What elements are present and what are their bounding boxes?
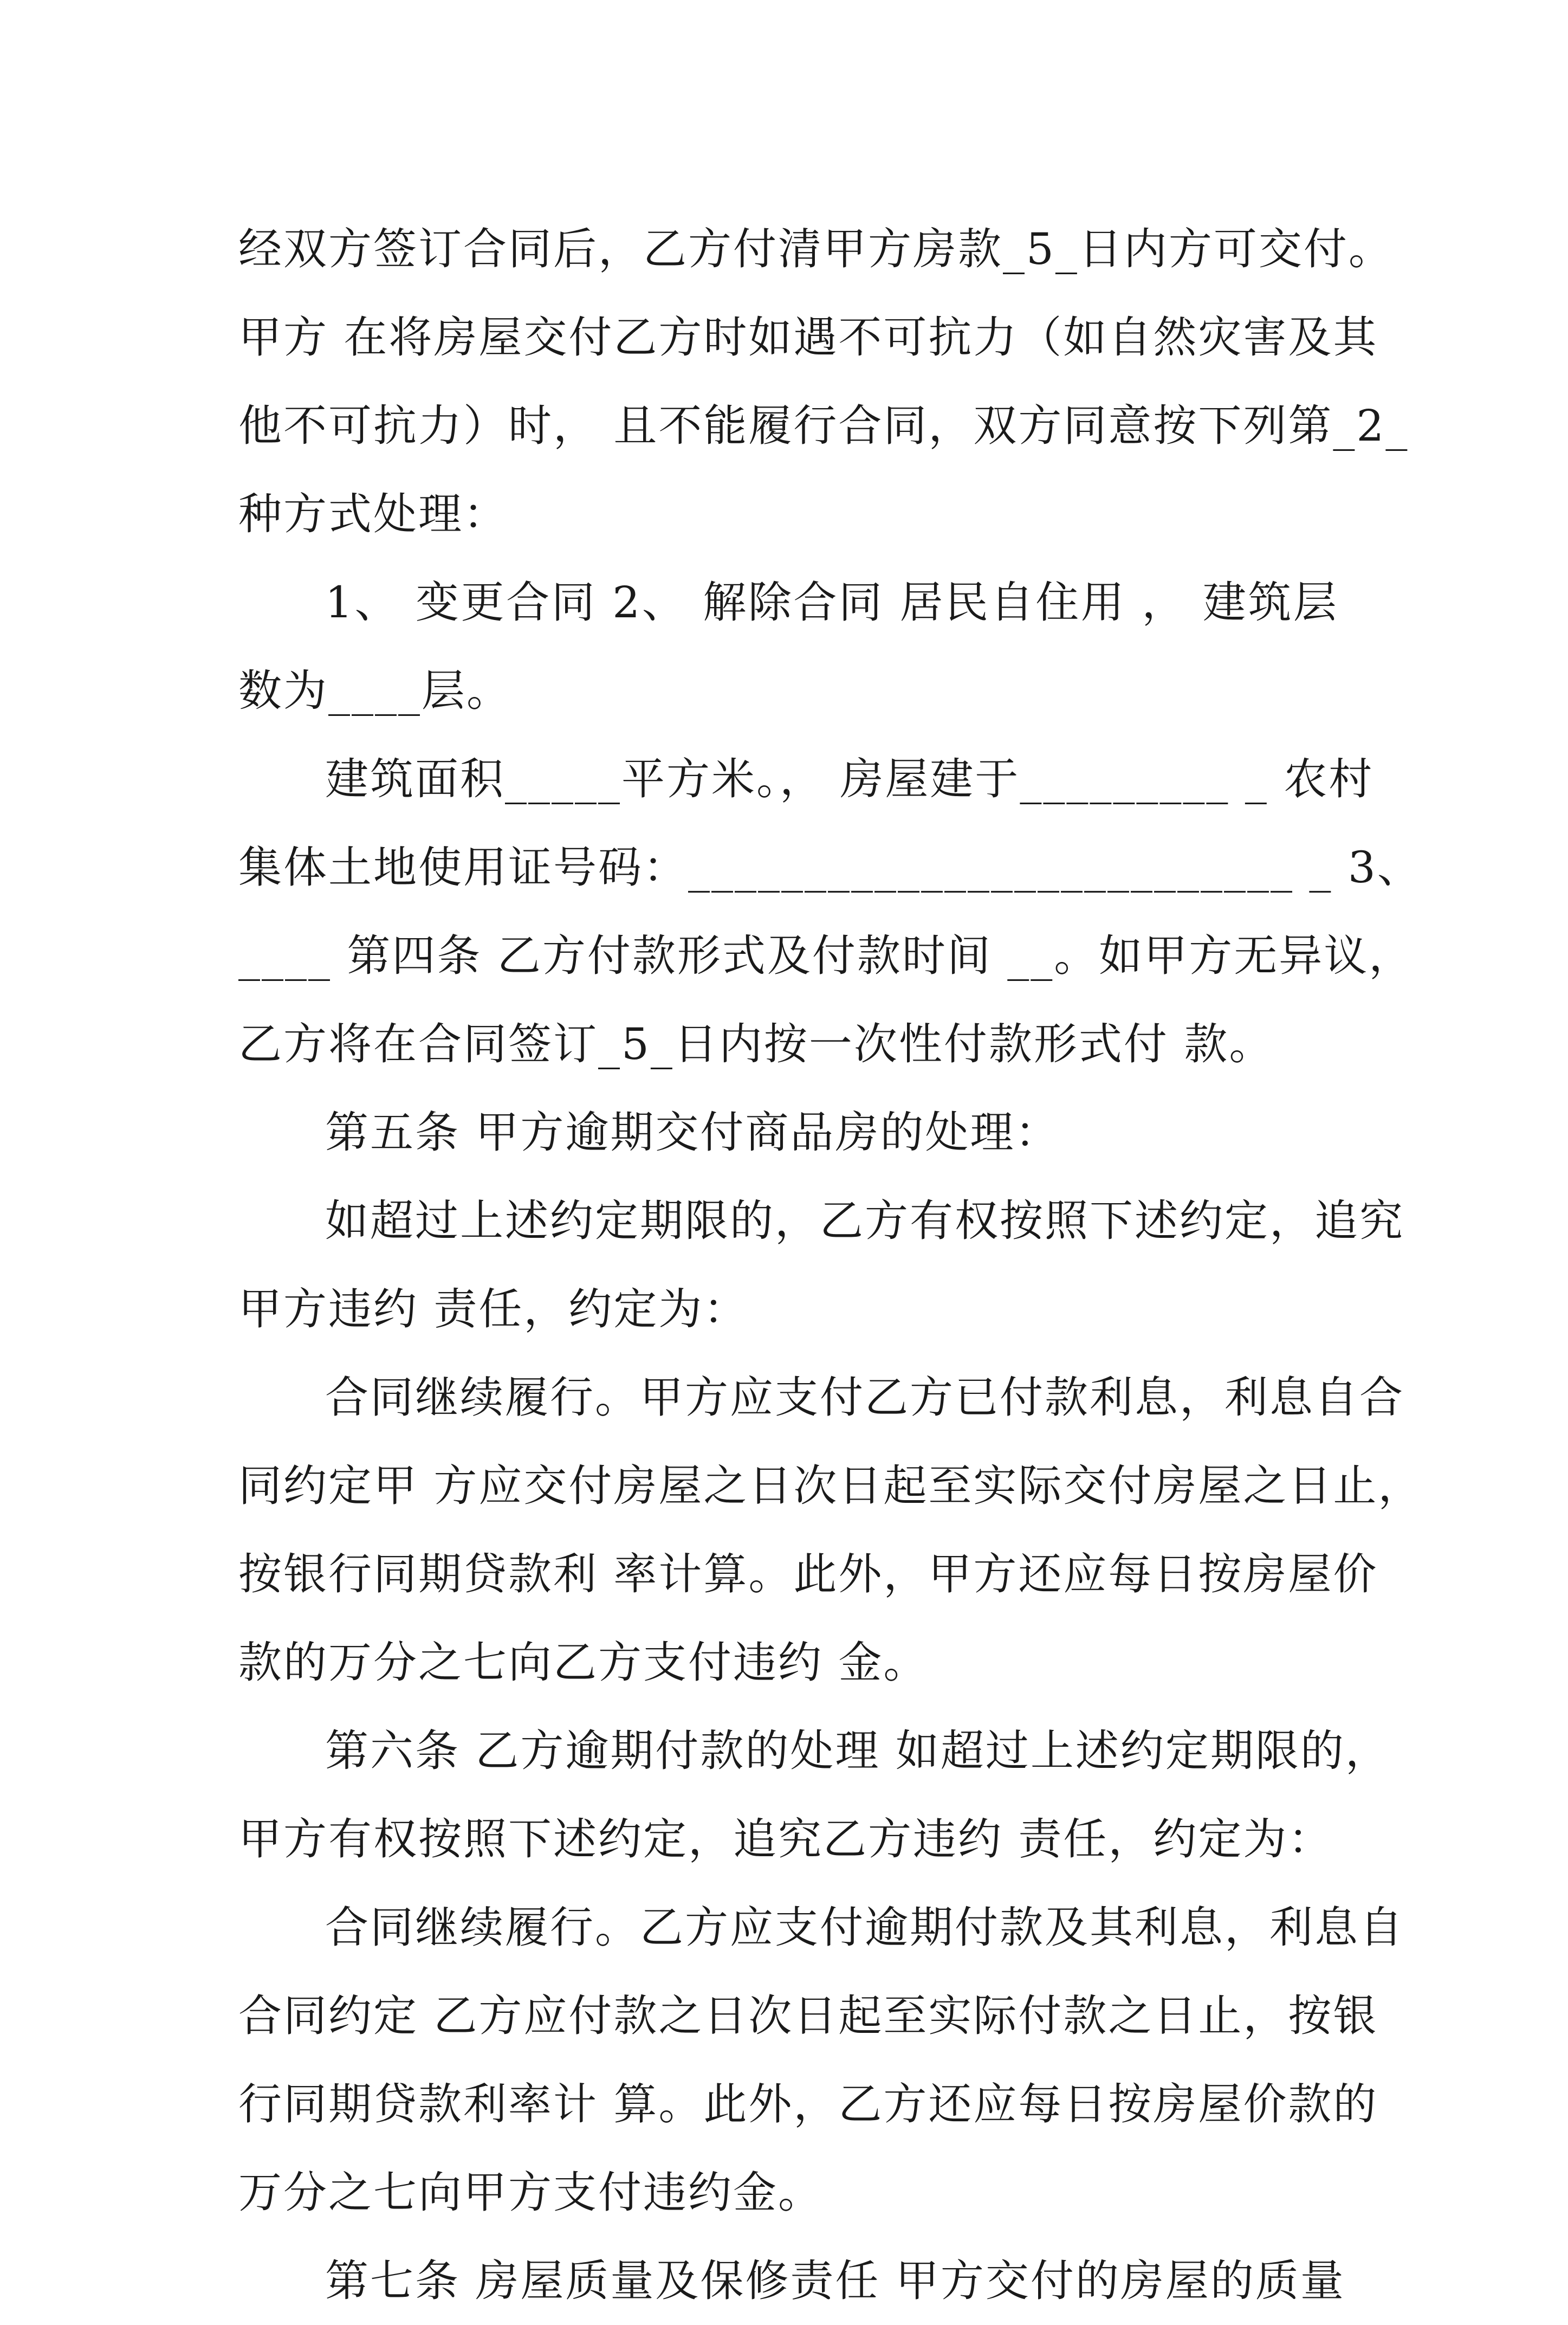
text-line: 行同期贷款利率计 算。此外，乙方还应每日按房屋价款的 — [238, 2079, 1378, 2129]
paragraph — [238, 558, 1338, 735]
text-line: 第六条 乙方逾期付款的处理 如超过上述约定期限的， — [325, 1726, 1390, 1776]
paragraph — [238, 1353, 1423, 1707]
text-line: 甲方有权按照下述约定，追究乙方违约 责任，约定为： — [238, 1814, 1333, 1864]
text-line: 合同继续履行。乙方应支付逾期付款及其利息，利息自 — [325, 1902, 1404, 1953]
paragraph — [238, 1707, 1390, 1883]
text-line: 集体土地使用证号码：__________________________ _ 3、 — [238, 842, 1422, 893]
text-line: 同约定甲 方应交付房屋之日次日起至实际交付房屋之日止， — [238, 1461, 1423, 1511]
paragraph — [238, 205, 1409, 558]
text-line: 款的万分之七向乙方支付违约 金。 — [238, 1637, 929, 1688]
document-body — [238, 205, 1423, 2325]
paragraph — [238, 1177, 1404, 1353]
text-line: 按银行同期贷款利 率计算。此外，甲方还应每日按房屋价 — [238, 1549, 1378, 1599]
text-line: 建筑面积_____平方米。， 房屋建于_________ _ 农村 — [325, 754, 1374, 804]
text-line: 种方式处理： — [238, 489, 508, 539]
paragraph — [238, 2237, 1345, 2325]
text-line: 甲方 在将房屋交付乙方时如遇不可抗力（如自然灾害及其 — [238, 312, 1378, 363]
text-line: 第七条 房屋质量及保修责任 甲方交付的房屋的质量 — [325, 2256, 1345, 2306]
text-line: 他不可抗力）时， 且不能履行合同，双方同意按下列第_2_ — [238, 401, 1409, 451]
paragraph — [238, 1883, 1404, 2237]
text-line: ____ 第四条 乙方付款形式及付款时间 __。如甲方无异议， — [238, 931, 1414, 981]
paragraph — [238, 735, 1422, 1088]
text-line: 1、 变更合同 2、 解除合同 居民自住用 ， 建筑层 — [325, 577, 1338, 628]
text-line: 经双方签订合同后，乙方付清甲方房款_5_日内方可交付。 — [238, 224, 1394, 274]
text-line: 合同约定 乙方应付款之日次日起至实际付款之日止，按银 — [238, 1991, 1378, 2041]
text-line: 万分之七向甲方支付违约金。 — [238, 2167, 823, 2218]
text-line: 乙方将在合同签订_5_日内按一次性付款形式付 款。 — [238, 1019, 1274, 1069]
paragraph — [238, 1088, 1338, 1177]
text-line: 如超过上述约定期限的，乙方有权按照下述约定，追究 — [325, 1196, 1404, 1246]
text-line: 数为____层。 — [238, 666, 511, 716]
text-line: 合同继续履行。甲方应支付乙方已付款利息，利息自合 — [325, 1372, 1404, 1423]
text-line: 第五条 甲方逾期交付商品房的处理： — [325, 1107, 1060, 1158]
text-line: 甲方违约 责任，约定为： — [238, 1284, 749, 1334]
